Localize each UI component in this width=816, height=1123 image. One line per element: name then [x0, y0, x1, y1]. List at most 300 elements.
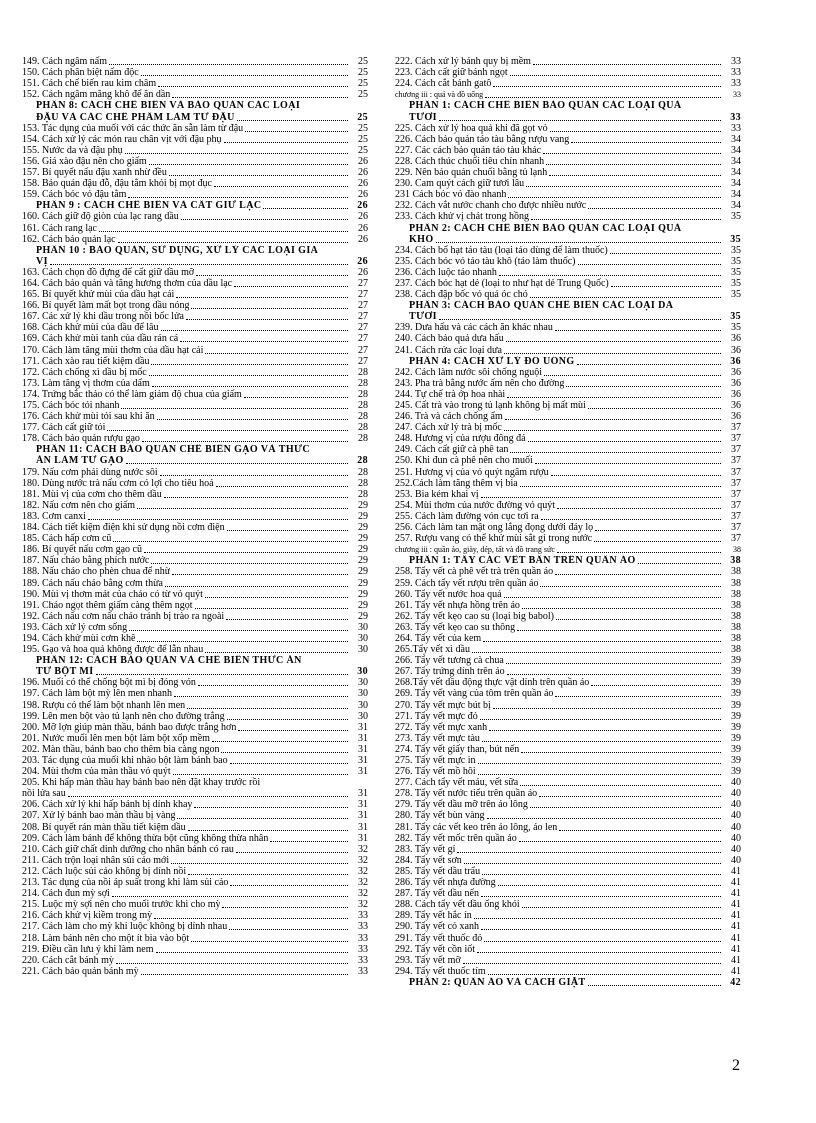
toc-entry-title: 163. Cách chọn đồ đựng để cất giữ dầu mỡ: [22, 266, 195, 278]
dot-leader: [611, 286, 721, 287]
toc-entry-page: 35: [731, 322, 741, 334]
toc-entry: [395, 511, 741, 522]
dot-leader: [487, 818, 721, 819]
toc-entry: [22, 222, 368, 233]
toc-entry: [22, 600, 368, 611]
toc-entry-title: 230. Cam quýt cách giữ tươi lâu: [395, 178, 525, 190]
dot-leader: [129, 630, 348, 631]
toc-entry-page: 29: [358, 544, 368, 556]
toc-entry-title: 208. Bí quyết rán màn thầu tiết kiệm dầu: [22, 821, 186, 833]
toc-entry: [395, 367, 741, 378]
toc-entry: [22, 56, 368, 67]
dot-leader: [186, 319, 348, 320]
toc-entry-title: 292. Tẩy vết cồn iốt: [395, 943, 476, 955]
dot-leader: [172, 574, 348, 575]
toc-entry-title: PHẦN 4: CÁCH XỬ LÝ ĐỒ UỐNG: [409, 355, 575, 367]
toc-entry: [22, 300, 368, 311]
toc-entry: [395, 322, 741, 333]
dot-leader: [510, 452, 721, 453]
toc-entry: [395, 888, 741, 899]
toc-entry: [22, 766, 368, 777]
toc-entry: [395, 944, 741, 955]
dot-leader: [113, 541, 348, 542]
dot-leader: [141, 75, 348, 76]
toc-entry-title: 169. Cách khử mùi tanh của dầu rán cá: [22, 333, 179, 345]
toc-entry-page: 29: [358, 610, 368, 622]
chapter-heading: [395, 89, 741, 100]
toc-entry: [22, 67, 368, 78]
toc-entry: [22, 711, 368, 722]
toc-entry: [22, 688, 368, 699]
toc-entry: [395, 955, 741, 966]
dot-leader: [227, 719, 348, 720]
dot-leader: [517, 630, 721, 631]
toc-entry: [22, 333, 368, 344]
dot-leader: [588, 208, 721, 209]
toc-entry: [22, 644, 368, 655]
toc-entry-page: 40: [731, 777, 741, 789]
toc-entry: [22, 910, 368, 921]
toc-entry-page: 41: [731, 877, 741, 889]
toc-entry-title: 192. Cách nấu cơm nấu cháo tránh bị trào ra ngoài: [22, 610, 225, 622]
section-heading: [22, 256, 368, 267]
toc-entry-page: 28: [357, 455, 368, 467]
dot-leader: [535, 463, 721, 464]
toc-entry-page: 29: [358, 533, 368, 545]
toc-entry-page: 41: [731, 943, 741, 955]
toc-entry: [395, 921, 741, 932]
toc-entry-page: 31: [358, 732, 368, 744]
toc-entry-page: 34: [731, 200, 741, 212]
dot-leader: [205, 652, 348, 653]
toc-entry-page: 34: [731, 178, 741, 190]
toc-entry-title: 221. Cách bảo quản bánh mỳ: [22, 965, 139, 977]
toc-entry-title: 232. Cách vắt nước chanh cho được nhiều nước: [395, 200, 587, 212]
toc-entry-title: 266. Tẩy vết tương cà chua: [395, 655, 504, 667]
toc-entry: [22, 544, 368, 555]
toc-entry: [395, 178, 741, 189]
dot-leader: [151, 563, 348, 564]
toc-entry-page: 38: [730, 555, 741, 567]
toc-entry: [22, 821, 368, 832]
toc-entry: [22, 788, 368, 799]
toc-entry-page: 34: [731, 189, 741, 201]
dot-leader: [196, 275, 348, 276]
toc-entry-title: 263. Tẩy vết kẹo cao su thông: [395, 621, 516, 633]
toc-entry-page: 33: [731, 122, 741, 134]
toc-entry-page: 35: [731, 266, 741, 278]
toc-entry-page: 31: [358, 810, 368, 822]
toc-entry-page: 27: [358, 277, 368, 289]
toc-entry-page: 26: [358, 189, 368, 201]
toc-entry-title: TƯƠI: [409, 111, 437, 123]
dot-leader: [543, 153, 721, 154]
dot-leader: [263, 208, 348, 209]
toc-entry-title: 199. Lên men bột vào tủ lạnh nên cho đường trắng: [22, 710, 225, 722]
toc-entry: [395, 267, 741, 278]
toc-entry-title: 277. Cách tẩy vết máu, vết sữa: [395, 777, 519, 789]
toc-entry-page: 35: [730, 233, 741, 245]
toc-entry: [22, 622, 368, 633]
toc-entry-title: 268.Tẩy vết dầu động thực vật dính trên quần áo: [395, 677, 590, 689]
toc-entry-title: 185. Cách hấp cơm cũ: [22, 533, 112, 545]
section-heading: [22, 455, 368, 466]
dot-leader: [157, 419, 348, 420]
toc-entry: [395, 433, 741, 444]
section-heading: [395, 977, 741, 988]
toc-entry-title: 241. Cách rửa các loại dưa: [395, 344, 502, 356]
dot-leader: [198, 685, 348, 686]
toc-entry-page: 40: [731, 821, 741, 833]
toc-entry-title: 178. Cách bảo quản rượu gạo: [22, 433, 140, 445]
toc-entry-page: 35: [731, 211, 741, 223]
dot-leader: [236, 852, 348, 853]
toc-entry-title: 256. Cách làm tan mật ong lắng đọng dưới đáy lọ: [395, 522, 594, 534]
toc-entry: [395, 910, 741, 921]
toc-entry-title: 249. Cách cất giữ cà phê tan: [395, 444, 509, 456]
toc-entry-title: 259. Cách tẩy vết rượu trên quần áo: [395, 577, 539, 589]
toc-entry-title: 203. Tác dụng của muối khi nhào bột làm bánh bao: [22, 755, 228, 766]
toc-entry-title: 287. Tẩy vết dầu nến: [395, 888, 479, 900]
dot-leader: [498, 885, 721, 886]
toc-entry-page: 39: [731, 732, 741, 744]
toc-entry: [22, 744, 368, 755]
toc-entry: [22, 422, 368, 433]
section-heading: [22, 444, 368, 455]
toc-entry-page: 33: [731, 56, 741, 68]
toc-entry-title: TƯƠI: [409, 311, 437, 323]
section-heading: [395, 356, 741, 367]
dot-leader: [126, 463, 348, 464]
toc-entry-page: 27: [358, 344, 368, 356]
toc-entry-title: 244. Tự chế trà ớp hoa nhài: [395, 388, 506, 400]
toc-entry: [22, 322, 368, 333]
toc-entry: [22, 234, 368, 245]
section-heading: [395, 300, 741, 311]
dot-leader: [270, 841, 348, 842]
toc-entry: [395, 278, 741, 289]
section-heading: [395, 555, 741, 566]
toc-entry: [395, 522, 741, 533]
toc-entry-title: 262. Tẩy vết kẹo cao su (loại big babol): [395, 610, 554, 622]
toc-entry: [395, 777, 741, 788]
toc-entry-title: 224. Cách cắt bánh gatô: [395, 78, 492, 90]
toc-entry-title: 226. Cách bảo quản táo tàu bằng rượu vang: [395, 133, 570, 145]
toc-entry-title: 186. Bí quyết nấu cơm gạo cũ: [22, 544, 142, 556]
toc-entry-title: 257. Rượu vang có thể khử mùi sắt gỉ trong nước: [395, 533, 593, 545]
dot-leader: [205, 353, 348, 354]
toc-entry-page: 31: [358, 821, 368, 833]
dot-leader: [142, 441, 348, 442]
dot-leader: [234, 286, 348, 287]
toc-entry-page: 37: [731, 466, 741, 478]
toc-entry-title: PHẦN 2: QUẦN ÁO VÀ CÁCH GIẶT: [409, 976, 586, 988]
toc-entry-title: 236. Cách luộc táo nhanh: [395, 266, 497, 278]
toc-entry: [395, 877, 741, 888]
dot-leader: [541, 519, 721, 520]
toc-entry: [395, 810, 741, 821]
toc-entry: [22, 966, 368, 977]
toc-entry-title: PHẦN 9 : CÁCH CHẾ BIẾN VÀ CẤT GIỮ LẠC: [36, 200, 262, 212]
toc-entry: [395, 644, 741, 655]
toc-entry-page: 37: [731, 433, 741, 445]
dot-leader: [164, 497, 348, 498]
toc-entry-page: 28: [358, 433, 368, 445]
toc-entry-title: 270. Tẩy vết mực bút bị: [395, 699, 491, 711]
toc-entry-page: 38: [731, 644, 741, 656]
toc-entry-title: 258. Tẩy vết cà phê vết trà trên quần áo: [395, 566, 554, 578]
dot-leader: [169, 175, 348, 176]
toc-entry: [395, 799, 741, 810]
toc-entry: [22, 844, 368, 855]
toc-entry-title: 194. Cách khử mùi cơm khê: [22, 632, 136, 644]
toc-entry-title: 180. Dùng nước trà nấu cơm có lợi cho tiêu hoá: [22, 477, 214, 489]
toc-entry: [22, 367, 368, 378]
toc-entry-title: PHẦN 11: CÁCH BẢO QUẢN CHẾ BIẾN GẠO VÀ THỨC: [36, 444, 310, 456]
dot-leader: [484, 941, 721, 942]
toc-entry-page: 39: [731, 655, 741, 667]
dot-leader: [50, 264, 348, 265]
toc-entry-page: 36: [730, 355, 741, 367]
toc-entry: [22, 145, 368, 156]
dot-leader: [463, 963, 721, 964]
toc-entry-page: 25: [358, 89, 368, 101]
toc-entry-page: 39: [731, 677, 741, 689]
toc-entry-page: 41: [731, 888, 741, 900]
dot-leader: [577, 364, 721, 365]
toc-entry-page: 40: [731, 810, 741, 822]
toc-entry: [22, 167, 368, 178]
dot-leader: [177, 818, 348, 819]
toc-entry-page: 32: [358, 865, 368, 877]
toc-entry: [395, 466, 741, 477]
toc-entry-title: 265.Tẩy vết xì dầu: [395, 644, 470, 656]
dot-leader: [638, 563, 721, 564]
toc-entry-title: 239. Dưa hấu và các cách ăn khác nhau: [395, 322, 553, 334]
toc-entry: [395, 622, 741, 633]
toc-entry: [395, 478, 741, 489]
dot-leader: [188, 874, 348, 875]
dot-leader: [493, 708, 721, 709]
dot-leader: [144, 552, 348, 553]
dot-leader: [528, 441, 721, 442]
toc-entry-page: 27: [358, 300, 368, 312]
toc-entry-title: 281. Tẩy các vết keo trên áo lông, áo len: [395, 821, 558, 833]
toc-entry-title: KHÔ: [409, 233, 434, 245]
toc-entry-title: PHẦN 3: CÁCH BẢO QUẢN CHẾ BIẾN CÁC LOẠI DA: [409, 300, 674, 312]
toc-entry-title: 207. Xử lý bánh bao màn thầu bị vàng: [22, 810, 176, 822]
dot-leader: [436, 242, 721, 243]
toc-entry-title: 252.Cách làm tăng thêm vị bia: [395, 477, 518, 489]
toc-entry-page: 30: [358, 699, 368, 711]
toc-entry-page: 41: [731, 932, 741, 944]
toc-entry: [22, 799, 368, 810]
toc-entry-title: 174. Trứng bắc thảo có thể làm giảm độ chua của giấm: [22, 388, 242, 400]
dot-leader: [152, 386, 348, 387]
toc-entry-title: 187. Nấu cháo bằng phích nước: [22, 555, 150, 567]
toc-entry: [22, 611, 368, 622]
toc-entry-title: 160. Cách giữ độ giòn của lạc rang dầu: [22, 211, 179, 223]
toc-entry-title: 271. Tẩy vết mực đỏ: [395, 710, 478, 722]
dot-leader: [464, 863, 721, 864]
toc-entry: [22, 356, 368, 367]
toc-entry-title: 280. Tẩy vết bùn vàng: [395, 810, 485, 822]
toc-entry: [22, 278, 368, 289]
toc-entry-title: PHẦN 1: CÁCH CHẾ BIẾN BẢO QUẢN CÁC LOẠI QUẢ: [409, 100, 682, 112]
toc-entry: [22, 932, 368, 943]
dot-leader: [530, 297, 721, 298]
toc-entry: [22, 311, 368, 322]
toc-entry-title: 164. Cách bảo quản và tăng hương thơm của dầu lạc: [22, 277, 233, 289]
toc-entry-page: 29: [358, 510, 368, 522]
dot-leader: [118, 242, 348, 243]
toc-entry: [22, 522, 368, 533]
toc-entry-page: 31: [358, 832, 368, 844]
toc-entry-page: 41: [731, 910, 741, 922]
dot-leader: [530, 807, 721, 808]
toc-entry-title: 227. Các cách bảo quản táo tàu khác: [395, 144, 542, 156]
toc-left-column: [22, 56, 368, 977]
toc-entry-title: 284. Tẩy vết sơn: [395, 854, 462, 866]
dot-leader: [245, 131, 348, 132]
dot-leader: [549, 175, 721, 176]
toc-entry-title: 293. Tẩy vết mỡ: [395, 954, 461, 966]
toc-entry-page: 30: [358, 677, 368, 689]
dot-leader: [180, 341, 348, 342]
toc-entry: [395, 899, 741, 910]
toc-entry-title: 219. Điều cần lưu ý khi làm nem: [22, 943, 154, 955]
toc-entry: [395, 589, 741, 600]
toc-entry: [22, 899, 368, 910]
dot-leader: [221, 752, 348, 753]
toc-entry-title: 233. Cách khử vị chát trong hồng: [395, 211, 530, 223]
toc-entry-title: 225. Cách xử lý hoa quả khi đã gọt vỏ: [395, 122, 548, 134]
dot-leader: [594, 541, 721, 542]
toc-entry-page: 36: [731, 366, 741, 378]
toc-entry-title: 255. Cách làm đường vón cục tơi ra: [395, 510, 539, 522]
toc-entry-page: 38: [731, 621, 741, 633]
toc-entry-title: 250. Khi đun cà phê nên cho muối: [395, 455, 533, 467]
toc-entry-title: 260. Tẩy vết nước hoa quả: [395, 588, 502, 600]
dot-leader: [481, 896, 721, 897]
toc-entry: [395, 577, 741, 588]
toc-entry: [395, 711, 741, 722]
toc-entry-title: 152. Cách ngâm măng khô để ăn dần: [22, 89, 171, 101]
toc-entry-page: 37: [731, 522, 741, 534]
dot-leader: [555, 696, 721, 697]
toc-entry: [395, 566, 741, 577]
toc-entry-title: 214. Cách đun mỳ sợi: [22, 888, 110, 900]
toc-entry-page: 38: [731, 588, 741, 600]
dot-leader: [195, 608, 348, 609]
dot-leader: [439, 120, 721, 121]
toc-entry-page: 31: [358, 799, 368, 811]
toc-entry-title: 283. Tẩy vết gỉ: [395, 843, 456, 855]
toc-entry: [395, 600, 741, 611]
toc-entry-title: 275. Tẩy vết mực in: [395, 755, 476, 766]
toc-entry-title: 245. Cất trà vào trong tủ lạnh không bị mất mùi: [395, 400, 586, 411]
toc-entry-title: 222. Cách xử lý bánh quy bị mềm: [395, 56, 531, 68]
dot-leader: [188, 830, 348, 831]
toc-entry-page: 33: [731, 67, 741, 79]
chapter-heading: [395, 544, 741, 555]
toc-entry-page: 27: [358, 333, 368, 345]
dot-leader: [230, 885, 348, 886]
toc-entry-page: 36: [731, 333, 741, 345]
page-number: 2: [732, 1057, 740, 1074]
toc-entry-page: 30: [358, 710, 368, 722]
toc-entry-page: 31: [358, 766, 368, 778]
toc-entry-page: 25: [358, 133, 368, 145]
toc-entry-page: 39: [731, 721, 741, 733]
toc-entry-page: 31: [358, 743, 368, 755]
toc-entry-page: 39: [731, 710, 741, 722]
toc-entry-title: 184. Cách tiết kiệm điện khi sử dụng nồi cơm điện: [22, 522, 225, 534]
toc-entry-page: 35: [731, 255, 741, 267]
toc-entry: [395, 211, 741, 222]
dot-leader: [478, 774, 721, 775]
dot-leader: [480, 719, 721, 720]
toc-entry: [22, 589, 368, 600]
section-heading: [395, 111, 741, 122]
toc-entry-page: 28: [358, 388, 368, 400]
toc-entry-page: 26: [358, 155, 368, 167]
toc-entry: [395, 78, 741, 89]
toc-entry: [22, 677, 368, 688]
toc-entry-title: 289. Tẩy vết hắc ín: [395, 910, 472, 922]
toc-entry-page: 34: [731, 155, 741, 167]
toc-entry: [22, 511, 368, 522]
toc-entry-page: 41: [731, 899, 741, 911]
toc-entry-title: 151. Cách chế biến rau kim châm: [22, 78, 157, 90]
toc-entry-page: 33: [733, 90, 741, 100]
dot-leader: [439, 319, 721, 320]
toc-entry-title: 213. Tác dụng của nồi áp suất trong khi làm sủi cảo: [22, 877, 229, 889]
toc-entry-title: 183. Cơm canxi: [22, 510, 86, 522]
toc-entry: [395, 400, 741, 411]
dot-leader: [187, 708, 348, 709]
toc-entry-title: 153. Tác dụng của muối với các thức ăn sẵn làm từ đậu: [22, 122, 244, 134]
dot-leader: [109, 64, 348, 65]
toc-entry: [22, 877, 368, 888]
section-heading: [22, 100, 368, 111]
toc-entry-title: 278. Tẩy vết nước tiểu trên quần áo: [395, 788, 538, 800]
toc-entry-page: 32: [358, 899, 368, 911]
dot-leader: [237, 120, 348, 121]
toc-entry-title: 272. Tẩy vết mực xanh: [395, 721, 488, 733]
toc-entry: [395, 156, 741, 167]
toc-entry: [395, 733, 741, 744]
toc-entry-title: 267. Tẩy trứng dính trên áo: [395, 666, 505, 678]
toc-entry-title: 179. Nấu cơm phải dùng nước sôi: [22, 466, 158, 478]
dot-leader: [151, 364, 348, 365]
toc-entry-title: 161. Cách rang lạc: [22, 222, 97, 234]
toc-entry: [22, 78, 368, 89]
toc-right-column: [395, 56, 741, 988]
toc-entry-page: 26: [358, 178, 368, 190]
dot-leader: [244, 397, 348, 398]
dot-leader: [191, 308, 348, 309]
toc-entry-title: ĂN LÀM TỪ GẠO: [36, 455, 124, 467]
toc-entry: [22, 921, 368, 932]
toc-entry-title: 165. Bí quyết khử mùi của dầu hạt cải: [22, 289, 175, 301]
dot-leader: [224, 142, 348, 143]
toc-entry: [22, 833, 368, 844]
dot-leader: [128, 197, 348, 198]
toc-entry: [22, 699, 368, 710]
toc-entry: [395, 699, 741, 710]
toc-entry-title: PHẦN 12: CÁCH BẢO QUẢN VÀ CHẾ BIẾN THỨC ĂN: [36, 655, 302, 667]
